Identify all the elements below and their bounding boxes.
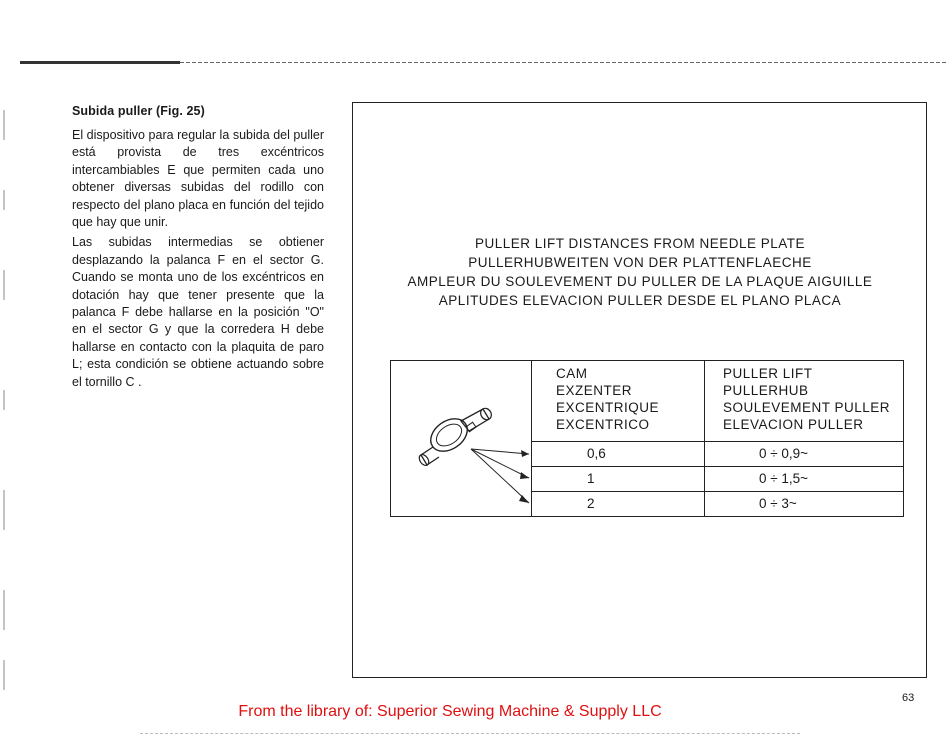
cam-header-de: EXZENTER — [556, 383, 633, 398]
section-title: Subida puller (Fig. 25) — [72, 104, 205, 118]
section-body — [72, 127, 324, 394]
page-number: 63 — [902, 692, 915, 704]
figure-heading — [352, 234, 928, 310]
table-header-row — [391, 361, 904, 442]
lift-value: 0 ÷ 1,5~ — [705, 467, 904, 492]
lift-header-en: PULLER LIFT — [723, 366, 813, 381]
cam-illustration-cell — [391, 361, 532, 517]
heading-line-en: PULLER LIFT DISTANCES FROM NEEDLE PLATE — [474, 236, 806, 251]
cam-lift-table — [390, 360, 904, 517]
heading-line-de: PULLERHUBWEITEN VON DER PLATTENFLAECHE — [468, 255, 812, 270]
cam-column-header — [532, 361, 705, 442]
lift-value: 0 ÷ 3~ — [705, 492, 904, 517]
cam-header-en: CAM — [556, 366, 588, 381]
paragraph: El dispositivo para regular la subida del puller está provista de tres excéntricos intercambiables E que permiten cada uno obtener diversas subidas del rodillo con respecto del plano placa en función del tejido que hay que unir. — [72, 128, 324, 230]
heading-line-fr: AMPLEUR DU SOULEVEMENT DU PULLER DE LA PLAQUE AIGUILLE — [407, 274, 873, 289]
top-decorative-rule — [20, 60, 948, 64]
left-margin-marks — [2, 110, 8, 710]
lift-value: 0 ÷ 0,9~ — [705, 442, 904, 467]
cam-value: 0,6 — [532, 442, 705, 467]
cam-header-fr: EXCENTRIQUE — [556, 400, 660, 415]
lift-header-es: ELEVACION PULLER — [723, 417, 864, 432]
cam-header-es: EXCENTRICO — [556, 417, 650, 432]
cam-value: 1 — [532, 467, 705, 492]
lift-header-fr: SOULEVEMENT PULLER — [723, 400, 891, 415]
bottom-rule — [140, 733, 800, 735]
lift-column-header — [705, 361, 904, 442]
lift-header-de: PULLERHUB — [723, 383, 809, 398]
heading-line-es: APLITUDES ELEVACION PULLER DESDE EL PLANO PLACA — [438, 293, 842, 308]
paragraph: Las subidas intermedias se obtiener desplazando la palanca F en el sector G. Cuando se monta uno de los excéntricos en dotación hay que tener presente que la palanca F debe hallarse en la posición "O" en el sector G y que la corredera H debe hallarse en contacto con la plaquita de paro L; esta condición se obtiene actuando sobre el tornillo C . — [72, 235, 324, 389]
cam-value: 2 — [532, 492, 705, 517]
library-credit: From the library of: Superior Sewing Machine & Supply LLC — [238, 703, 662, 720]
cam-illustration — [391, 361, 531, 516]
